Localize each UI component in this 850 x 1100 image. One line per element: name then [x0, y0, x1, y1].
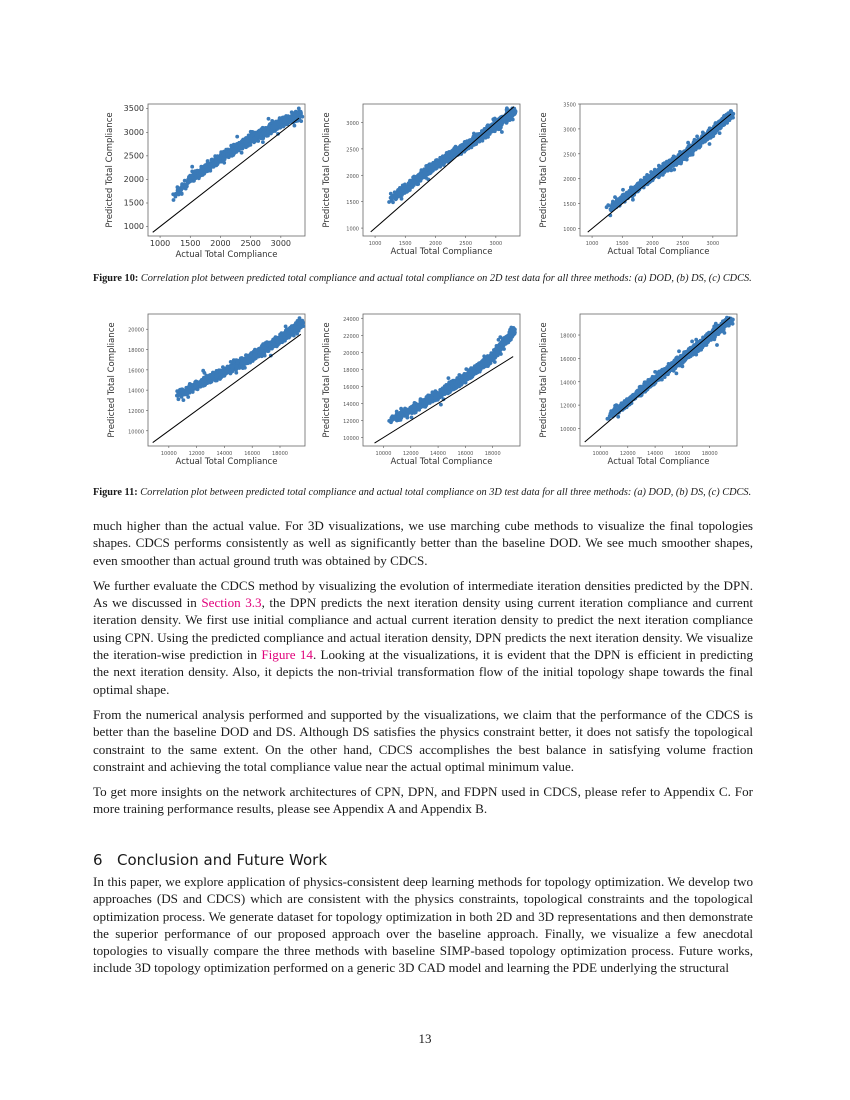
svg-text:2000: 2000: [123, 174, 144, 184]
svg-text:Actual Total Compliance: Actual Total Compliance: [390, 247, 493, 257]
svg-text:1500: 1500: [123, 198, 144, 208]
section-number: 6: [93, 851, 103, 869]
section-body: [93, 873, 753, 985]
svg-text:2500: 2500: [346, 147, 359, 154]
svg-text:3000: 3000: [563, 127, 576, 134]
svg-text:3000: 3000: [346, 120, 359, 127]
svg-text:3500: 3500: [123, 104, 144, 114]
svg-text:2000: 2000: [563, 177, 576, 184]
figure-10-caption: [93, 272, 758, 285]
plot-fig10c: [532, 98, 747, 268]
svg-text:3000: 3000: [123, 127, 144, 137]
paragraph-2-text-c: . Looking at the visualizations, it is evident that the DPN is efficient in predicting the next iteration density. Also, it depicts the non-trivial transformation flow of the initial topology shape towards the final optimal shape.: [93, 647, 753, 697]
figure-11-plots: [100, 308, 760, 478]
svg-text:2000: 2000: [429, 241, 442, 247]
svg-text:Predicted Total Compliance: Predicted Total Compliance: [322, 112, 332, 228]
svg-text:2500: 2500: [459, 241, 473, 247]
page-number: 13: [418, 1031, 432, 1046]
svg-text:2000: 2000: [210, 239, 231, 248]
svg-text:1000: 1000: [585, 241, 599, 247]
paragraph-2-text-b: , the DPN predicts the next iteration density using current iteration compliance and current iteration density. We first use initial compliance and actual current iteration density to predict the next iteration compliance using CPN. Using the predicted compliance and actual iteration density, DPN predicts the next iteration density. We visualize the iteration-wise prediction in: [93, 595, 754, 663]
svg-text:3000: 3000: [489, 241, 503, 247]
svg-text:2500: 2500: [676, 241, 690, 247]
svg-text:2000: 2000: [646, 241, 659, 247]
svg-text:3000: 3000: [706, 241, 720, 247]
svg-text:Actual Total Compliance: Actual Total Compliance: [175, 250, 278, 260]
svg-text:Predicted Total Compliance: Predicted Total Compliance: [539, 112, 549, 228]
section-heading: [93, 851, 327, 869]
figure-10-plots: [100, 98, 760, 268]
plot-fig10b: [315, 98, 530, 268]
svg-text:1500: 1500: [563, 202, 576, 209]
paragraph-2: [93, 577, 753, 698]
figure-10-label: Figure 10:: [93, 273, 139, 284]
conclusion-paragraph: In this paper, we explore application of physics-consistent deep learning methods for topology optimization. We develop two approaches (DS and CDCS) which are consistent with the physics constraints, topological constraints and the topological optimization process. We generate dataset for topology optimization in both 2D and 3D representations and then demonstrate the superior performance of our proposed approach over the baseline approach. Finally, we visualize a few anecdotal topologies to visually compare the three methods with baseline SIMP-based topology optimization process. Future works, include 3D topology optimization performed on a generic 3D CAD model and learning the PDE underlying the structural: [93, 874, 753, 976]
plot-fig11c: [532, 308, 747, 478]
paragraph-2-text-a: We further evaluate the CDCS method by visualizing the evolution of intermediate iteration densities predicted by the DPN. As we discussed in: [93, 577, 753, 611]
svg-text:1500: 1500: [346, 200, 359, 207]
svg-text:1500: 1500: [398, 241, 412, 247]
section-title: Conclusion and Future Work: [117, 851, 328, 869]
paragraph-1: much higher than the actual value. For 3D visualizations, we use marching cube methods to visualize the final topologies shapes. CDCS performs consistently as well as significantly better than the baseline DOD. We see much smoother shapes, even smoother than actual ground truth was obtained by CDCS.: [93, 518, 753, 568]
svg-text:Actual Total Compliance: Actual Total Compliance: [607, 247, 710, 257]
svg-text:1000: 1000: [563, 227, 576, 234]
svg-text:3500: 3500: [563, 102, 576, 109]
svg-text:1000: 1000: [368, 241, 382, 247]
plot-fig11b: [315, 308, 530, 478]
figure-10-caption-text: Correlation plot between predicted total compliance and actual total compliance on 2D test data for all three methods: (a) DOD, (b) DS, (c) CDCS.: [140, 273, 752, 284]
body-text: [93, 517, 753, 826]
svg-text:1500: 1500: [180, 239, 201, 248]
section-3-3-link[interactable]: Section 3.3: [201, 595, 262, 611]
svg-text:Predicted Total Compliance: Predicted Total Compliance: [105, 112, 115, 228]
svg-text:1000: 1000: [346, 226, 359, 233]
svg-text:1000: 1000: [123, 222, 144, 232]
svg-text:2000: 2000: [346, 173, 359, 180]
plot-fig10a: [100, 98, 315, 268]
svg-text:2500: 2500: [240, 239, 261, 248]
figure-11-label: Figure 11:: [93, 487, 138, 498]
paragraph-3: From the numerical analysis performed and supported by the visualizations, we claim that the performance of the CDCS is better than the baseline DOD and DS. Although DS satisfies the physics constraint better, it does not satisfy the topological constraint to the same extent. On the other hand, CDCS accomplishes the best balance in satisfying volume fraction constraint and achieving the total compliance value near the actual optimal minimum value.: [93, 706, 753, 774]
svg-text:2500: 2500: [123, 151, 144, 161]
figure-11-caption: [93, 486, 758, 499]
plot-fig11a: [100, 308, 315, 478]
figure-11-caption-text: Correlation plot between predicted total compliance and actual total compliance on 3D test data for all three methods: (a) DOD, (b) DS, (c) CDCS.: [140, 487, 752, 498]
svg-text:2500: 2500: [563, 152, 576, 159]
paragraph-4: To get more insights on the network architectures of CPN, DPN, and FDPN used in CDCS, please refer to Appendix C. For more training performance results, please see Appendix A and Appendix B.: [93, 784, 753, 817]
figure-14-link[interactable]: Figure 14: [261, 647, 313, 663]
svg-text:1500: 1500: [615, 241, 629, 247]
svg-text:3000: 3000: [270, 239, 292, 248]
svg-text:1000: 1000: [149, 239, 171, 248]
